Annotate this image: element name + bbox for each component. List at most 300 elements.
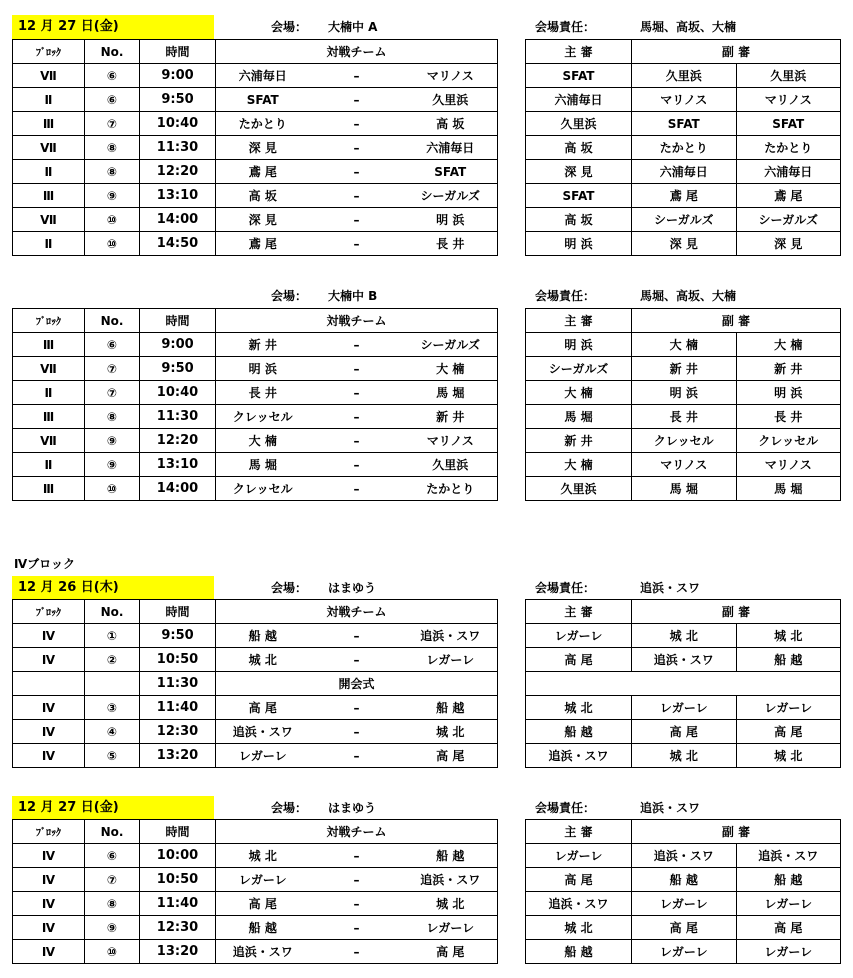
- match-table: [12, 308, 498, 501]
- match-no-cell: ⑤: [85, 744, 140, 768]
- time-cell: 10:50: [140, 648, 216, 672]
- time-cell: 9:00: [140, 64, 216, 88]
- referee-cell: 高 坂: [526, 136, 632, 160]
- away-team-cell: 新 井: [404, 405, 498, 429]
- vs-cell: –: [310, 892, 404, 916]
- assistant-cell: SFAT: [632, 112, 737, 136]
- referee-table: [525, 819, 841, 964]
- home-team-cell: 城 北: [216, 844, 310, 868]
- assistant-cell: マリノス: [736, 88, 841, 112]
- referee-cell: シーガルズ: [526, 357, 632, 381]
- responsible-names: 追浜・スワ: [640, 581, 701, 595]
- header-match: 対戦チーム: [216, 309, 498, 333]
- home-team-cell: 高 坂: [216, 184, 310, 208]
- table-row: [13, 672, 498, 696]
- away-team-cell: マリノス: [404, 429, 498, 453]
- home-team-cell: SFAT: [216, 88, 310, 112]
- table-row: [13, 160, 498, 184]
- header-match: 対戦チーム: [216, 820, 498, 844]
- header-block: ﾌﾞﾛｯｸ: [13, 600, 85, 624]
- table-row: [13, 940, 498, 964]
- away-team-cell: レガーレ: [404, 648, 498, 672]
- time-cell: 11:40: [140, 696, 216, 720]
- assistant-cell: 城 北: [632, 744, 737, 768]
- time-cell: 14:00: [140, 477, 216, 501]
- assistant-cell: レガーレ: [632, 696, 737, 720]
- vs-cell: –: [310, 64, 404, 88]
- referee-cell: 大 楠: [526, 453, 632, 477]
- match-no-cell: ⑧: [85, 892, 140, 916]
- header-time: 時間: [140, 40, 216, 64]
- date-label: 12 月 26 日(木): [12, 576, 214, 600]
- assistant-cell: 久里浜: [632, 64, 737, 88]
- header-time: 時間: [140, 820, 216, 844]
- away-team-cell: たかとり: [404, 477, 498, 501]
- table-row: [13, 136, 498, 160]
- assistant-cell: 鳶 尾: [632, 184, 737, 208]
- assistant-cell: 城 北: [632, 624, 737, 648]
- date-label: 12 月 27 日(金): [12, 796, 214, 820]
- match-no-cell: ⑦: [85, 357, 140, 381]
- header-row: [526, 600, 841, 624]
- venue-label: 会場：: [271, 801, 308, 815]
- header-row: [526, 820, 841, 844]
- assistant-cell: 追浜・スワ: [736, 844, 841, 868]
- vs-cell: –: [310, 160, 404, 184]
- vs-cell: –: [310, 357, 404, 381]
- venue-label: 会場：: [271, 20, 308, 34]
- assistant-cell: 城 北: [736, 744, 841, 768]
- match-no-cell: ⑩: [85, 940, 140, 964]
- match-no-cell: [85, 672, 140, 696]
- block-cell: Ⅳ: [13, 940, 85, 964]
- assistant-cell: 明 浜: [736, 381, 841, 405]
- venue-name: はまゆう: [328, 581, 377, 595]
- away-team-cell: 追浜・スワ: [404, 868, 498, 892]
- match-no-cell: ⑨: [85, 429, 140, 453]
- assistant-cell: たかとり: [736, 136, 841, 160]
- block-cell: Ⅲ: [13, 112, 85, 136]
- table-row: [526, 88, 841, 112]
- header-block: ﾌﾞﾛｯｸ: [13, 820, 85, 844]
- table-row: [526, 624, 841, 648]
- vs-cell: –: [310, 453, 404, 477]
- responsible-label: 会場責任：: [535, 289, 596, 303]
- header-match: 対戦チーム: [216, 40, 498, 64]
- table-row: [13, 112, 498, 136]
- time-cell: 12:30: [140, 720, 216, 744]
- away-team-cell: レガーレ: [404, 916, 498, 940]
- vs-cell: –: [310, 844, 404, 868]
- referee-table: [525, 599, 841, 768]
- table-row: [13, 844, 498, 868]
- assistant-cell: マリノス: [736, 453, 841, 477]
- header-row: [13, 40, 498, 64]
- table-row: [13, 333, 498, 357]
- time-cell: 12:20: [140, 429, 216, 453]
- table-row: [13, 477, 498, 501]
- time-cell: 10:40: [140, 112, 216, 136]
- header-referee: 主 審: [526, 309, 632, 333]
- assistant-cell: 新 井: [632, 357, 737, 381]
- match-no-cell: ⑧: [85, 160, 140, 184]
- referee-cell: 高 尾: [526, 648, 632, 672]
- header-no: No.: [85, 309, 140, 333]
- time-cell: 9:50: [140, 88, 216, 112]
- vs-cell: –: [310, 232, 404, 256]
- home-team-cell: 鳶 尾: [216, 232, 310, 256]
- referee-cell: SFAT: [526, 64, 632, 88]
- vs-cell: –: [310, 916, 404, 940]
- assistant-cell: 長 井: [632, 405, 737, 429]
- table-row: [526, 357, 841, 381]
- block-cell: Ⅱ: [13, 88, 85, 112]
- time-cell: 13:10: [140, 184, 216, 208]
- away-team-cell: 追浜・スワ: [404, 624, 498, 648]
- referee-cell: 船 越: [526, 720, 632, 744]
- assistant-cell: 大 楠: [632, 333, 737, 357]
- away-team-cell: SFAT: [404, 160, 498, 184]
- referee-cell: SFAT: [526, 184, 632, 208]
- home-team-cell: 深 見: [216, 208, 310, 232]
- referee-cell: 高 尾: [526, 868, 632, 892]
- match-no-cell: ⑨: [85, 184, 140, 208]
- table-row: [526, 940, 841, 964]
- referee-cell: 城 北: [526, 916, 632, 940]
- header-row: [526, 309, 841, 333]
- time-cell: 10:40: [140, 381, 216, 405]
- venue-name: はまゆう: [328, 801, 377, 815]
- table-row: [526, 381, 841, 405]
- referee-cell: 深 見: [526, 160, 632, 184]
- table-row: [526, 892, 841, 916]
- referee-cell: 久里浜: [526, 477, 632, 501]
- vs-cell: –: [310, 405, 404, 429]
- assistant-cell: 久里浜: [736, 64, 841, 88]
- header-time: 時間: [140, 600, 216, 624]
- table-row: [13, 624, 498, 648]
- assistant-cell: 新 井: [736, 357, 841, 381]
- table-row: [526, 720, 841, 744]
- empty-cell: [526, 672, 841, 696]
- vs-cell: –: [310, 208, 404, 232]
- vs-cell: –: [310, 648, 404, 672]
- home-team-cell: 追浜・スワ: [216, 940, 310, 964]
- time-cell: 12:20: [140, 160, 216, 184]
- table-row: [526, 429, 841, 453]
- venue-label: 会場：: [271, 581, 308, 595]
- home-team-cell: クレッセル: [216, 477, 310, 501]
- table-row: [13, 453, 498, 477]
- match-no-cell: ⑩: [85, 232, 140, 256]
- table-row: [13, 868, 498, 892]
- time-cell: 14:50: [140, 232, 216, 256]
- table-row: [526, 405, 841, 429]
- assistant-cell: レガーレ: [736, 940, 841, 964]
- assistant-cell: たかとり: [632, 136, 737, 160]
- table-row: [526, 868, 841, 892]
- table-row: [13, 892, 498, 916]
- block-cell: Ⅲ: [13, 477, 85, 501]
- block-cell: Ⅲ: [13, 333, 85, 357]
- away-team-cell: 大 楠: [404, 357, 498, 381]
- referee-cell: 明 浜: [526, 232, 632, 256]
- vs-cell: –: [310, 112, 404, 136]
- table-row: [526, 160, 841, 184]
- home-team-cell: 新 井: [216, 333, 310, 357]
- home-team-cell: 高 尾: [216, 696, 310, 720]
- block-cell: [13, 672, 85, 696]
- assistant-cell: 馬 堀: [632, 477, 737, 501]
- away-team-cell: 久里浜: [404, 88, 498, 112]
- time-cell: 13:10: [140, 453, 216, 477]
- assistant-cell: 馬 堀: [736, 477, 841, 501]
- table-row: [526, 64, 841, 88]
- assistant-cell: 追浜・スワ: [632, 844, 737, 868]
- match-table: [12, 599, 498, 768]
- header-assistant: 副 審: [632, 600, 841, 624]
- table-row: [526, 672, 841, 696]
- home-team-cell: レガーレ: [216, 744, 310, 768]
- time-cell: 11:40: [140, 892, 216, 916]
- block-title: Ⅳブロック: [14, 557, 75, 571]
- match-no-cell: ⑩: [85, 477, 140, 501]
- vs-cell: –: [310, 744, 404, 768]
- away-team-cell: 城 北: [404, 720, 498, 744]
- header-referee: 主 審: [526, 40, 632, 64]
- referee-cell: 追浜・スワ: [526, 892, 632, 916]
- table-row: [13, 744, 498, 768]
- referee-cell: 新 井: [526, 429, 632, 453]
- assistant-cell: 追浜・スワ: [632, 648, 737, 672]
- home-team-cell: 船 越: [216, 624, 310, 648]
- header-time: 時間: [140, 309, 216, 333]
- home-team-cell: 高 尾: [216, 892, 310, 916]
- time-cell: 11:30: [140, 136, 216, 160]
- responsible-names: 馬堀、高坂、大楠: [640, 20, 737, 34]
- block-cell: Ⅳ: [13, 868, 85, 892]
- away-team-cell: シーガルズ: [404, 184, 498, 208]
- table-row: [13, 88, 498, 112]
- table-row: [13, 381, 498, 405]
- assistant-cell: 船 越: [736, 648, 841, 672]
- assistant-cell: 六浦毎日: [632, 160, 737, 184]
- referee-cell: 六浦毎日: [526, 88, 632, 112]
- header-no: No.: [85, 40, 140, 64]
- time-cell: 10:50: [140, 868, 216, 892]
- table-row: [13, 720, 498, 744]
- referee-cell: 明 浜: [526, 333, 632, 357]
- assistant-cell: レガーレ: [736, 892, 841, 916]
- home-team-cell: 大 楠: [216, 429, 310, 453]
- table-row: [13, 648, 498, 672]
- table-row: [13, 232, 498, 256]
- referee-cell: 馬 堀: [526, 405, 632, 429]
- home-team-cell: 六浦毎日: [216, 64, 310, 88]
- away-team-cell: 城 北: [404, 892, 498, 916]
- match-no-cell: ⑦: [85, 381, 140, 405]
- time-cell: 13:20: [140, 940, 216, 964]
- vs-cell: –: [310, 88, 404, 112]
- time-cell: 14:00: [140, 208, 216, 232]
- responsible-label: 会場責任：: [535, 801, 596, 815]
- table-row: [526, 333, 841, 357]
- vs-cell: –: [310, 136, 404, 160]
- vs-cell: –: [310, 333, 404, 357]
- header-referee: 主 審: [526, 820, 632, 844]
- match-no-cell: ⑨: [85, 453, 140, 477]
- header-row: [526, 40, 841, 64]
- home-team-cell: クレッセル: [216, 405, 310, 429]
- home-team-cell: 長 井: [216, 381, 310, 405]
- table-row: [526, 477, 841, 501]
- vs-cell: –: [310, 429, 404, 453]
- away-team-cell: 船 越: [404, 696, 498, 720]
- header-row: [13, 600, 498, 624]
- responsible-names: 馬堀、高坂、大楠: [640, 289, 737, 303]
- assistant-cell: 高 尾: [736, 720, 841, 744]
- table-row: [526, 208, 841, 232]
- block-cell: Ⅱ: [13, 381, 85, 405]
- vs-cell: –: [310, 720, 404, 744]
- block-cell: Ⅳ: [13, 844, 85, 868]
- home-team-cell: 明 浜: [216, 357, 310, 381]
- venue-name: 大楠中 B: [328, 289, 378, 303]
- home-team-cell: 深 見: [216, 136, 310, 160]
- table-row: [526, 744, 841, 768]
- home-team-cell: 馬 堀: [216, 453, 310, 477]
- home-team-cell: 鳶 尾: [216, 160, 310, 184]
- header-assistant: 副 審: [632, 309, 841, 333]
- assistant-cell: 大 楠: [736, 333, 841, 357]
- vs-cell: –: [310, 868, 404, 892]
- match-no-cell: ⑧: [85, 405, 140, 429]
- match-no-cell: ⑦: [85, 112, 140, 136]
- table-row: [526, 136, 841, 160]
- table-row: [526, 232, 841, 256]
- match-no-cell: ①: [85, 624, 140, 648]
- referee-cell: レガーレ: [526, 624, 632, 648]
- date-label: 12 月 27 日(金): [12, 15, 214, 39]
- away-team-cell: 六浦毎日: [404, 136, 498, 160]
- table-row: [13, 916, 498, 940]
- time-cell: 12:30: [140, 916, 216, 940]
- home-team-cell: 追浜・スワ: [216, 720, 310, 744]
- away-team-cell: 高 尾: [404, 744, 498, 768]
- vs-cell: –: [310, 940, 404, 964]
- venue-name: 大楠中 A: [328, 20, 378, 34]
- away-team-cell: マリノス: [404, 64, 498, 88]
- table-row: [13, 64, 498, 88]
- table-row: [13, 208, 498, 232]
- table-row: [526, 916, 841, 940]
- assistant-cell: 深 見: [736, 232, 841, 256]
- table-row: [526, 184, 841, 208]
- match-no-cell: ③: [85, 696, 140, 720]
- header-row: [13, 820, 498, 844]
- match-no-cell: ⑦: [85, 868, 140, 892]
- ceremony-cell: 開会式: [216, 672, 498, 696]
- header-block: ﾌﾞﾛｯｸ: [13, 40, 85, 64]
- block-cell: Ⅶ: [13, 64, 85, 88]
- header-row: [13, 309, 498, 333]
- assistant-cell: マリノス: [632, 88, 737, 112]
- block-cell: Ⅲ: [13, 184, 85, 208]
- table-row: [13, 429, 498, 453]
- assistant-cell: レガーレ: [632, 940, 737, 964]
- away-team-cell: 長 井: [404, 232, 498, 256]
- referee-cell: 船 越: [526, 940, 632, 964]
- away-team-cell: 馬 堀: [404, 381, 498, 405]
- time-cell: 9:00: [140, 333, 216, 357]
- time-cell: 13:20: [140, 744, 216, 768]
- block-cell: Ⅶ: [13, 208, 85, 232]
- vs-cell: –: [310, 477, 404, 501]
- header-match: 対戦チーム: [216, 600, 498, 624]
- block-cell: Ⅳ: [13, 648, 85, 672]
- block-cell: Ⅱ: [13, 160, 85, 184]
- assistant-cell: レガーレ: [632, 892, 737, 916]
- header-no: No.: [85, 820, 140, 844]
- table-row: [526, 696, 841, 720]
- match-table: [12, 819, 498, 964]
- time-cell: 11:30: [140, 405, 216, 429]
- match-no-cell: ④: [85, 720, 140, 744]
- assistant-cell: 城 北: [736, 624, 841, 648]
- block-cell: Ⅳ: [13, 916, 85, 940]
- time-cell: 11:30: [140, 672, 216, 696]
- block-cell: Ⅲ: [13, 405, 85, 429]
- assistant-cell: レガーレ: [736, 696, 841, 720]
- table-row: [526, 844, 841, 868]
- referee-cell: 久里浜: [526, 112, 632, 136]
- header-block: ﾌﾞﾛｯｸ: [13, 309, 85, 333]
- match-no-cell: ⑩: [85, 208, 140, 232]
- responsible-label: 会場責任：: [535, 20, 596, 34]
- table-row: [13, 405, 498, 429]
- assistant-cell: 高 尾: [632, 720, 737, 744]
- header-referee: 主 審: [526, 600, 632, 624]
- home-team-cell: たかとり: [216, 112, 310, 136]
- table-row: [13, 357, 498, 381]
- match-no-cell: ⑨: [85, 916, 140, 940]
- time-cell: 9:50: [140, 624, 216, 648]
- assistant-cell: シーガルズ: [736, 208, 841, 232]
- table-row: [13, 696, 498, 720]
- assistant-cell: クレッセル: [632, 429, 737, 453]
- assistant-cell: シーガルズ: [632, 208, 737, 232]
- responsible-names: 追浜・スワ: [640, 801, 701, 815]
- away-team-cell: 船 越: [404, 844, 498, 868]
- table-row: [526, 453, 841, 477]
- match-no-cell: ⑥: [85, 333, 140, 357]
- block-cell: Ⅳ: [13, 624, 85, 648]
- block-cell: Ⅳ: [13, 720, 85, 744]
- referee-table: [525, 308, 841, 501]
- away-team-cell: 高 尾: [404, 940, 498, 964]
- header-no: No.: [85, 600, 140, 624]
- referee-cell: 高 坂: [526, 208, 632, 232]
- match-no-cell: ⑥: [85, 64, 140, 88]
- away-team-cell: シーガルズ: [404, 333, 498, 357]
- match-no-cell: ⑥: [85, 88, 140, 112]
- referee-cell: レガーレ: [526, 844, 632, 868]
- match-table: [12, 39, 498, 256]
- assistant-cell: 高 尾: [632, 916, 737, 940]
- vs-cell: –: [310, 184, 404, 208]
- assistant-cell: 高 尾: [736, 916, 841, 940]
- block-cell: Ⅶ: [13, 429, 85, 453]
